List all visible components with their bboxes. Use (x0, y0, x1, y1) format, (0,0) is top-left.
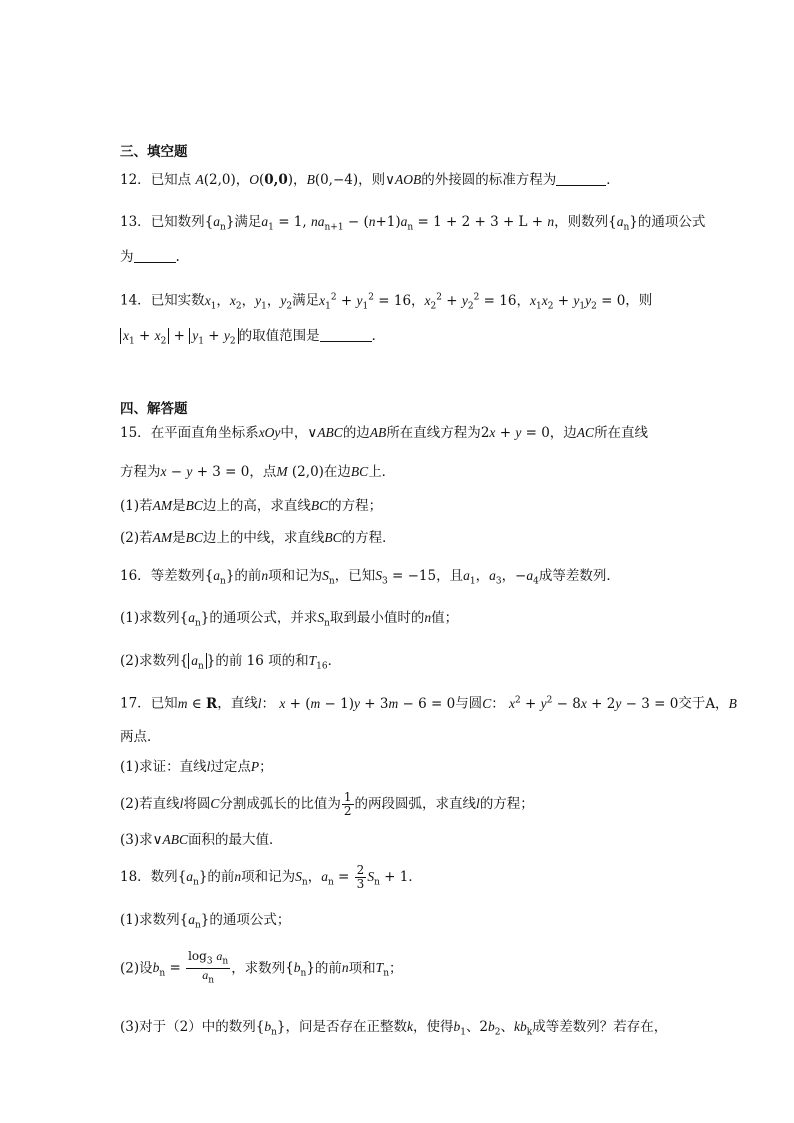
question-14-line2: $x_1 + x_2 + y_1 + y_2$ 的取值范围是 ． (120, 326, 385, 352)
question-13: 13．已知数列$\{a_n\}$满足$a_1 = 1$, $na_{n+1} - (n+1)a_n = 1 + 2 + 3 + L + n$，则数列$\{a_n\}$的通项公式 (120, 214, 706, 233)
fraction-one-half: $\frac{1}{2}$ (343, 790, 352, 818)
question-16: 16．等差数列$\{a_n\}$的前n项和记为$S_n$，已知$S_3 = -15$，且$a_1$，$a_3$，$-a_4$成等差数列． (120, 568, 620, 587)
question-17-line2: 两点． (120, 729, 161, 745)
fraction-two-thirds: $\frac{2}{3}$ (356, 863, 365, 891)
question-18-part2: (2)设$b_n$ = $\frac{\log_3 a_n}{a_n}$ ，求数列$\{b_n\}$的前n项和$T_n$； (120, 949, 403, 986)
math-14-conditions: $x_1^2 + y_1^2 = 16$，$x_2^2 + y_2^2 = 16$，$x_1x_2 + y_1y_2 = 0$ (319, 292, 626, 312)
question-16-part2: (2)求数列{ $a_n$ }的前 16 项的和$T_{16}$． (120, 653, 342, 672)
question-15-line2: 方程为x − y + 3 = 0，点M (2,0)在边BC上． (120, 464, 396, 480)
answer-blank-12[interactable] (556, 171, 606, 186)
question-13-line2: 为 . (120, 249, 180, 265)
math-12-points: A(2,0)，O(0,0)，B(0,−4) (195, 172, 359, 188)
question-18-part1: (1)求数列$\{a_n\}$的通项公式； (120, 912, 291, 931)
math-13-recurrence: $a_1 = 1$, $na_{n+1} - (n+1)a_n = 1 + 2 + 3 + L + n$ (261, 214, 555, 233)
question-18: 18．数列$\{a_n\}$的前n项和记为$S_n$，$a_n$ = $\frac{2}{3}$ $S_n + 1$． (120, 863, 422, 891)
question-15-part1: (1)若AM是BC边上的高，求直线BC的方程； (120, 498, 383, 514)
question-14: 14．已知实数$x_1$，$x_2$，$y_1$，$y_2$满足$x_1^2 + y_1^2 = 16$，$x_2^2 + y_2^2 = 16$，$x_1x_2 + y_1y_2 = 0$，则 (120, 292, 653, 312)
section-title-solve: 四、解答题 (120, 401, 188, 417)
answer-blank-13[interactable] (134, 248, 176, 263)
answer-blank-14[interactable] (320, 327, 372, 342)
question-18-part3: (3)对于（2）中的数列$\{b_n\}$，问是否存在正整数k，使得$b_1$、$2b_2$、$kb_k$成等差数列？若存在， (120, 1019, 668, 1038)
question-15-part2: (2)若AM是BC边上的中线，求直线BC的方程． (120, 530, 396, 546)
math-14-expression: $x_1 + x_2 + y_1 + y_2$ (120, 328, 239, 344)
question-12: 12．已知点 A(2,0)，O(0,0)，B(0,−4)，则∨AOB的外接圆的标准方程为 ． (120, 172, 620, 188)
question-17-part2: (2)若直线l将圆C分割成弧长的比值为 $\frac{1}{2}$ 的两段圆弧，求直线l的方程； (120, 790, 534, 818)
question-15: 15．在平面直角坐标系xOy中，∨ABC的边AB所在直线方程为2x + y = 0，边AC所在直线 (120, 425, 649, 441)
question-16-part1: (1)求数列$\{a_n\}$的通项公式，并求$S_n$取到最小值时的n值； (120, 610, 459, 629)
question-17: 17．已知m ∈ R，直线l： x + (m − 1)y + 3m − 6 = 0与圆C： $x^2 + y^2 - 8x + 2y - 3 = 0$交于A，B (120, 695, 737, 712)
question-17-part1: (1)求证：直线l过定点P； (120, 759, 273, 775)
question-17-part3: (3)求∨ABC面积的最大值． (120, 832, 283, 848)
fraction-log-over-a: $\frac{\log_3 a_n}{a_n}$ (188, 949, 229, 986)
section-title-fill-blank: 三、填空题 (120, 144, 188, 160)
math-14-vars: $x_1$，$x_2$，$y_1$，$y_2$ (204, 292, 293, 312)
